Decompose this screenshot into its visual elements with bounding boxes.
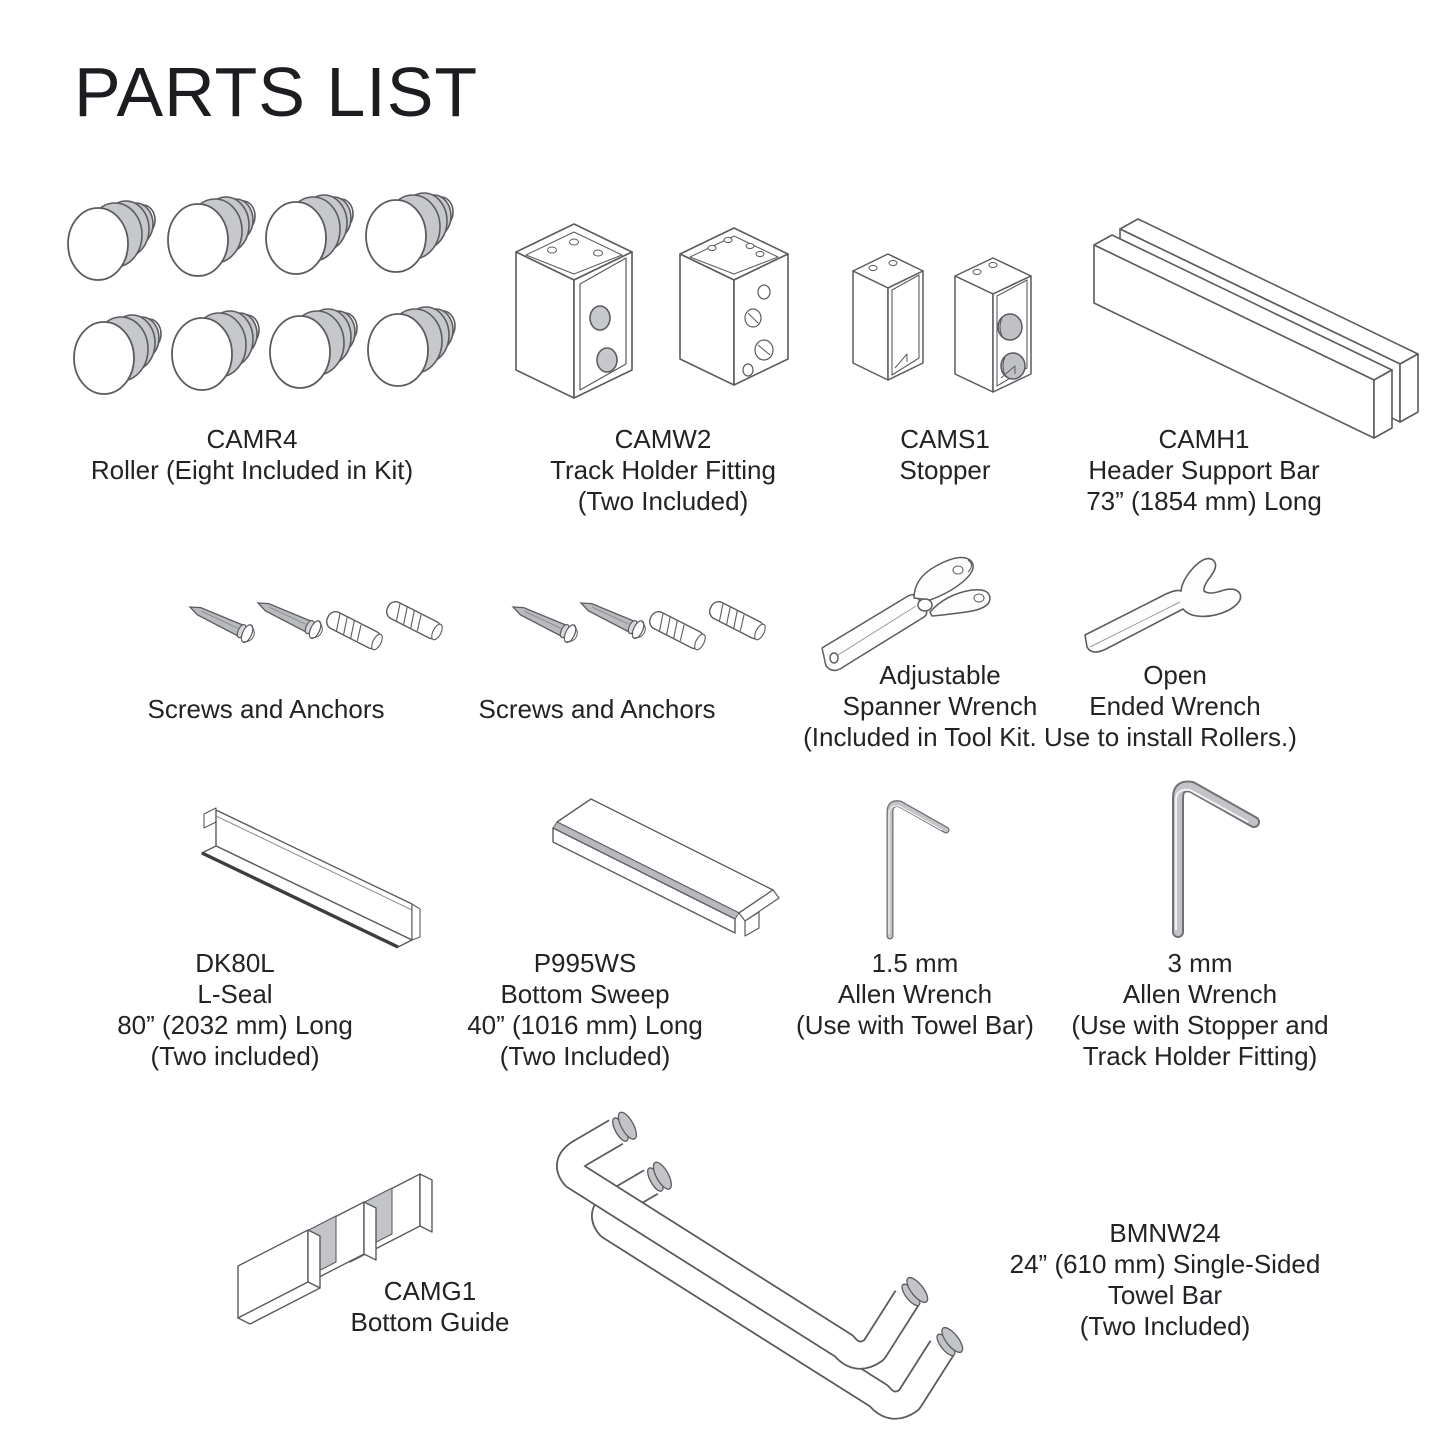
part-desc: Screws and Anchors (147, 694, 385, 724)
allen-wrench-1-5mm-illustration (868, 790, 978, 940)
part-desc: Allen Wrench (837, 979, 993, 1009)
part-desc: 40” (1016 mm) Long (467, 1010, 703, 1040)
part-desc: L-Seal (197, 979, 273, 1009)
part-desc: Bottom Sweep (500, 979, 670, 1009)
part-camg1-label (220, 1276, 640, 1338)
part-desc: Spanner Wrench (842, 691, 1038, 721)
part-desc: Screws and Anchors (478, 694, 716, 724)
part-desc: (Two Included) (577, 486, 749, 516)
part-desc: (Use with Towel Bar) (796, 1010, 1034, 1040)
part-allen-3mm-label (990, 948, 1410, 1072)
part-desc: Open (1143, 660, 1207, 690)
part-code: DK80L (195, 948, 275, 978)
part-code: CAMG1 (383, 1276, 477, 1306)
part-code: BMNW24 (1109, 1218, 1221, 1248)
part-desc: 24” (610 mm) Single-Sided (1009, 1249, 1321, 1279)
part-desc: Track Holder Fitting) (1082, 1041, 1318, 1071)
part-code: CAMS1 (900, 424, 990, 454)
part-open-wrench-label (955, 660, 1395, 722)
part-code: CAMR4 (206, 424, 298, 454)
camr4-roller-illustration (64, 190, 484, 405)
part-desc: (Two included) (150, 1041, 320, 1071)
part-desc: Stopper (899, 455, 991, 485)
allen-wrench-3mm-illustration (1148, 772, 1278, 940)
part-desc: (Two Included) (1079, 1311, 1251, 1341)
cams1-stopper-illustration (845, 250, 1060, 425)
part-desc: 73” (1854 mm) Long (1086, 486, 1322, 516)
part-camh1-label (994, 424, 1414, 517)
part-desc: Towel Bar (1107, 1280, 1223, 1310)
part-code: P995WS (533, 948, 637, 978)
part-code: 1.5 mm (871, 948, 959, 978)
open-ended-wrench-illustration (1080, 548, 1260, 663)
part-desc: Allen Wrench (1122, 979, 1278, 1009)
spanner-wrench-illustration (818, 542, 1023, 677)
part-desc: 80” (2032 mm) Long (117, 1010, 353, 1040)
part-code: CAMH1 (1158, 424, 1250, 454)
part-bmnw24-label (955, 1218, 1375, 1342)
part-code: 3 mm (1167, 948, 1233, 978)
note-text: (Included in Tool Kit. Use to install Rollers.) (803, 722, 1297, 752)
bmnw24-towel-bar-illustration (522, 1086, 1027, 1426)
part-desc: Roller (Eight Included in Kit) (90, 455, 414, 485)
part-desc: Ended Wrench (1089, 691, 1261, 721)
part-desc: Bottom Guide (350, 1307, 510, 1337)
part-desc: Track Holder Fitting (550, 455, 776, 485)
part-desc: Adjustable (879, 660, 1001, 690)
screws-anchors-left-illustration (182, 585, 447, 680)
camh1-header-bar-illustration (1092, 205, 1427, 445)
part-desc: Header Support Bar (1088, 455, 1320, 485)
camw2-track-holder-illustration (512, 222, 797, 422)
part-code: CAMW2 (614, 424, 712, 454)
part-camr4-label (42, 424, 462, 486)
dk80l-lseal-illustration (192, 806, 437, 948)
wrench-note (770, 722, 1330, 753)
part-desc: (Use with Stopper and (1071, 1010, 1329, 1040)
part-desc: (Two Included) (499, 1041, 671, 1071)
page-title: PARTS LIST (74, 53, 479, 131)
p995ws-bottom-sweep-illustration (545, 786, 785, 938)
